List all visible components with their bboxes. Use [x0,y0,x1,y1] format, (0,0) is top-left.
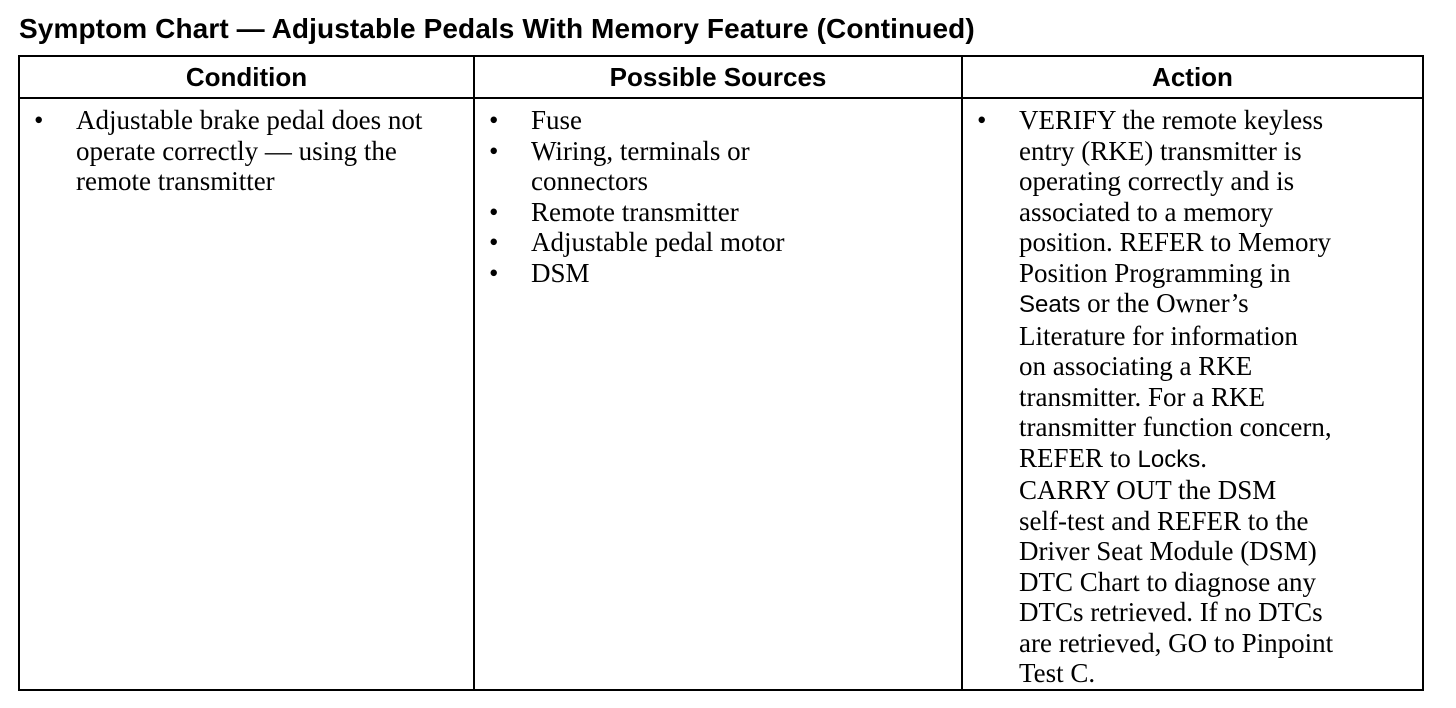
source-text: Wiring, terminals or connectors [531,135,750,196]
bullet-icon: • [489,135,499,166]
action-cell [962,98,1423,690]
symptom-chart-table [18,55,1424,691]
possible-sources-list [475,105,961,288]
list-item [475,105,961,136]
bullet-icon: • [977,105,987,135]
possible-sources-cell [474,98,962,690]
action-line: Literature for information [1019,320,1298,351]
action-line: operating correctly and is [1019,166,1295,196]
condition-cell [19,98,474,690]
locks-reference: Locks [1137,445,1201,473]
action-line: on associating a RKE [1019,351,1253,381]
action-line: VERIFY the remote keyless [1019,105,1324,135]
action-line: associated to a memory [1019,196,1274,227]
action-line: position. REFER to Memory [1019,227,1332,257]
page-title: Symptom Chart — Adjustable Pedals With Memory Feature (Continued) [19,13,975,44]
action-line: entry (RKE) transmitter is [1019,135,1302,166]
action-line-text: . [1200,442,1207,473]
condition-list [20,105,473,197]
list-item [475,197,961,228]
source-text: Remote transmitter [531,196,739,227]
action-line-text: REFER to [1019,442,1138,473]
source-text: Adjustable pedal motor [531,227,785,257]
action-line [1019,443,1406,476]
list-item [475,258,961,289]
action-line: transmitter function concern, [1019,412,1332,442]
header-action: Action [962,56,1423,98]
bullet-icon: • [489,227,499,257]
seats-reference: Seats [1019,291,1081,318]
header-possible-sources: Possible Sources [474,56,962,98]
bullet-icon: • [489,105,499,135]
table-header-row [19,56,1423,98]
action-line: Driver Seat Module (DSM) [1019,536,1317,566]
action-line-text: or the Owner’s [1080,288,1249,318]
condition-text: Adjustable brake pedal does not operate correctly — using the remote transmitter [76,105,423,196]
action-line: Position Programming in [1019,257,1291,288]
list-item [963,105,1422,689]
source-text: DSM [531,257,590,288]
action-line [1019,288,1406,321]
bullet-icon: • [489,196,499,227]
bullet-icon: • [489,257,499,288]
list-item [20,105,473,197]
action-text [1019,105,1422,689]
action-line: DTCs retrieved. If no DTCs [1019,597,1323,627]
source-text: Fuse [531,105,583,135]
list-item [475,227,961,258]
action-line: transmitter. For a RKE [1019,381,1265,412]
action-line: are retrieved, GO to Pinpoint [1019,627,1334,658]
action-line: self-test and REFER to the [1019,505,1309,536]
action-line: DTC Chart to diagnose any [1019,566,1316,597]
header-condition: Condition [19,56,474,98]
list-item [475,136,961,197]
action-line: CARRY OUT the DSM [1019,475,1277,505]
action-list [963,105,1422,689]
bullet-icon: • [34,105,44,135]
action-line: Test C. [1019,658,1096,688]
table-row [19,98,1423,690]
